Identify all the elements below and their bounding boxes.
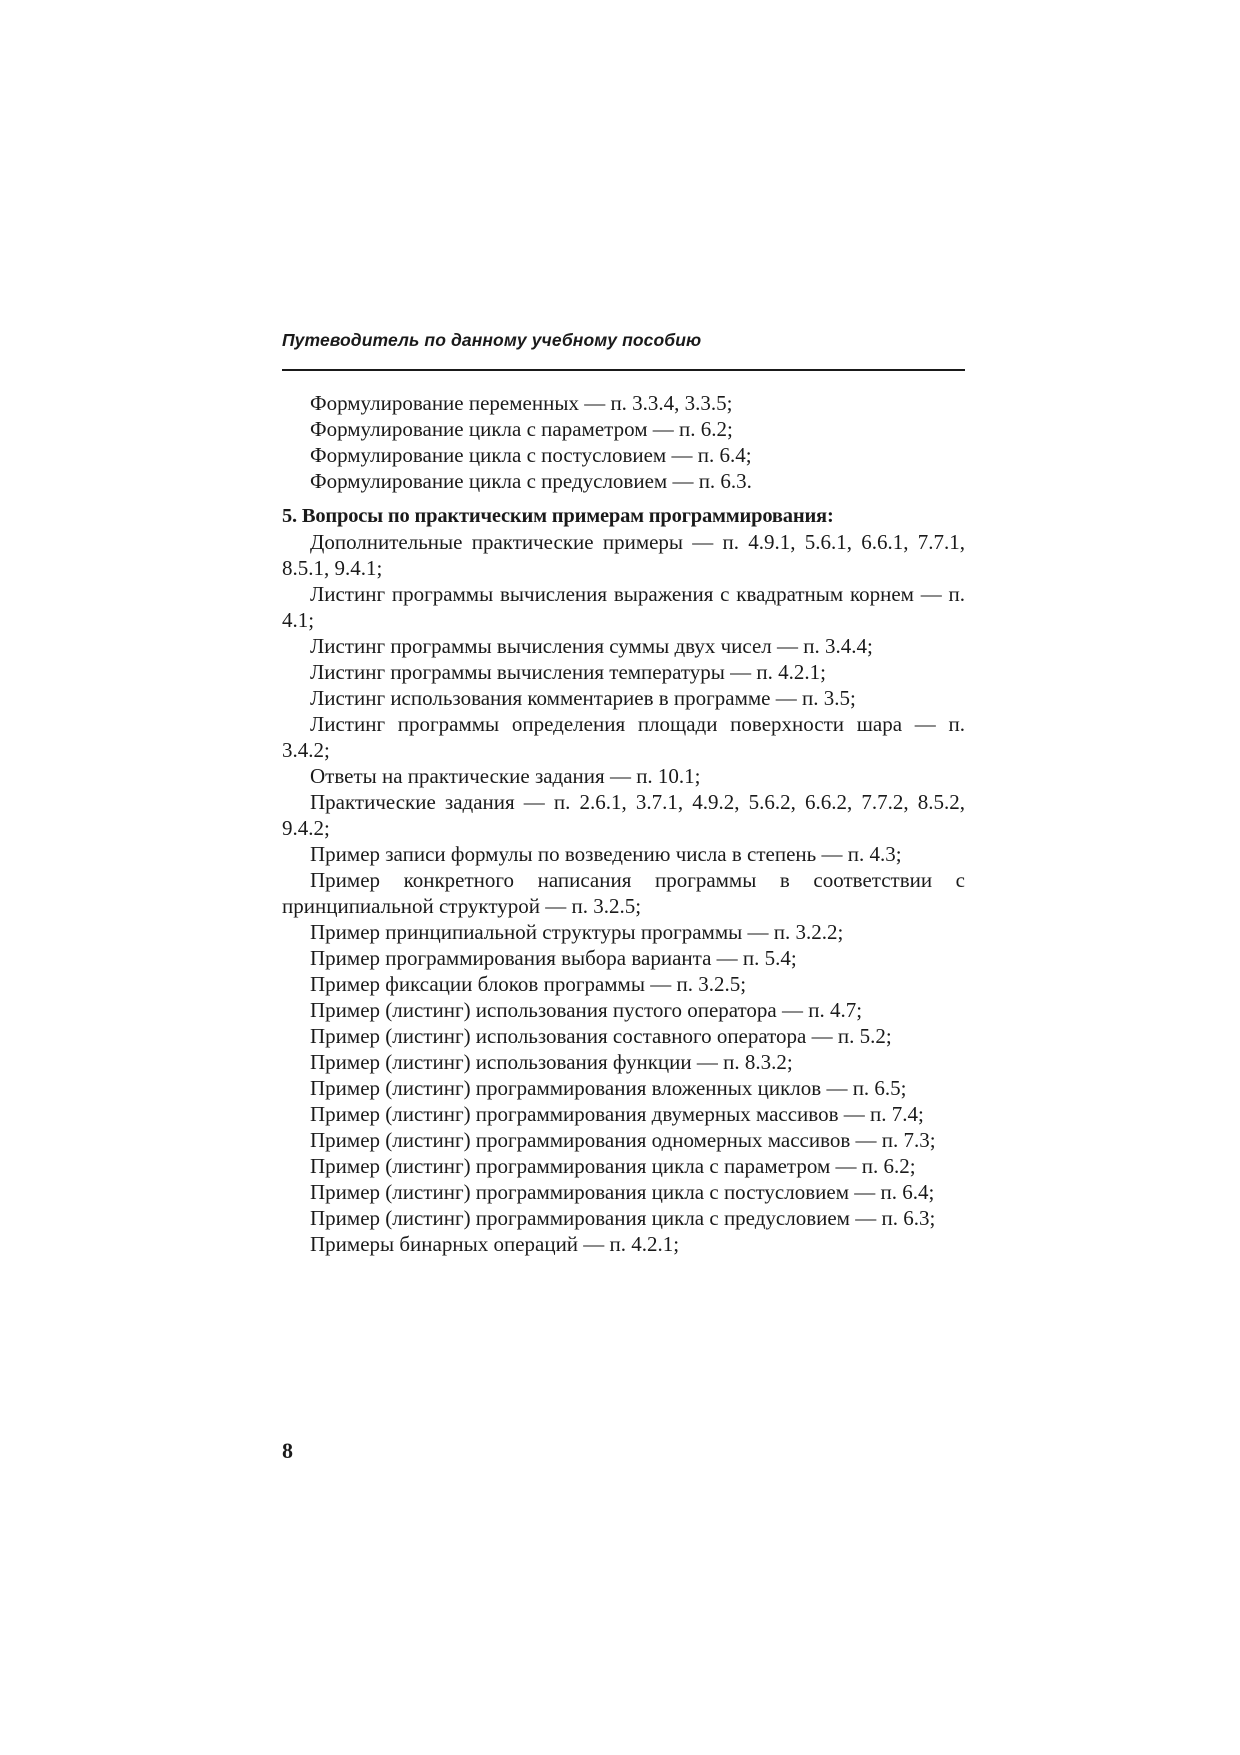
index-entry: Практические задания — п. 2.6.1, 3.7.1, 4.9.2, 5.6.2, 6.6.2, 7.7.2, 8.5.2, 9.4.2; [282, 790, 965, 840]
index-entry: Пример (листинг) программирования цикла с параметром — п. 6.2; [310, 1154, 916, 1178]
index-entry: Пример (листинг) программирования одномерных массивов — п. 7.3; [310, 1128, 936, 1152]
index-entry: Пример фиксации блоков программы — п. 3.2.5; [310, 972, 747, 996]
page-body [282, 390, 965, 1257]
index-entry: Пример принципиальной структуры программы — п. 3.2.2; [310, 920, 844, 944]
index-entry: Формулирование переменных — п. 3.3.4, 3.3.5; [310, 391, 733, 415]
index-entry: Формулирование цикла с постусловием — п. 6.4; [310, 443, 752, 467]
index-entry: Пример программирования выбора варианта — п. 5.4; [310, 946, 797, 970]
index-entry: Пример (листинг) использования составного оператора — п. 5.2; [310, 1024, 892, 1048]
index-entry: Формулирование цикла с предусловием — п. 6.3. [310, 469, 752, 493]
index-entry: Пример конкретного написания программы в соответствии с принципиальной структурой — п. 3.2.5; [282, 868, 965, 918]
book-page [282, 0, 965, 1755]
header-rule [282, 369, 965, 371]
index-entry: Листинг программы вычисления суммы двух чисел — п. 3.4.4; [310, 634, 873, 658]
section-heading: 5. Вопросы по практическим примерам программирования: [282, 505, 834, 527]
index-entry: Формулирование цикла с параметром — п. 6.2; [310, 417, 733, 441]
index-entry: Листинг программы определения площади поверхности шара — п. 3.4.2; [282, 712, 965, 762]
index-entry: Ответы на практические задания — п. 10.1; [310, 764, 701, 788]
index-entry: Пример (листинг) программирования цикла с постусловием — п. 6.4; [310, 1180, 935, 1204]
index-entry: Пример (листинг) программирования двумерных массивов — п. 7.4; [310, 1102, 924, 1126]
index-entry: Пример записи формулы по возведению числа в степень — п. 4.3; [310, 842, 902, 866]
index-entry: Дополнительные практические примеры — п. 4.9.1, 5.6.1, 6.6.1, 7.7.1, 8.5.1, 9.4.1; [282, 530, 965, 580]
index-entry: Пример (листинг) программирования вложенных циклов — п. 6.5; [310, 1076, 907, 1100]
index-entry: Пример (листинг) использования пустого оператора — п. 4.7; [310, 998, 863, 1022]
page-number: 8 [282, 1438, 293, 1463]
index-entry: Листинг программы вычисления выражения с квадратным корнем — п. 4.1; [282, 582, 965, 632]
running-head: Путеводитель по данному учебному пособию [282, 330, 702, 350]
index-entry: Листинг программы вычисления температуры — п. 4.2.1; [310, 660, 826, 684]
index-entry: Листинг использования комментариев в программе — п. 3.5; [310, 686, 856, 710]
index-entry: Пример (листинг) программирования цикла с предусловием — п. 6.3; [310, 1206, 936, 1230]
index-entry: Примеры бинарных операций — п. 4.2.1; [310, 1232, 680, 1256]
index-entry: Пример (листинг) использования функции — п. 8.3.2; [310, 1050, 793, 1074]
